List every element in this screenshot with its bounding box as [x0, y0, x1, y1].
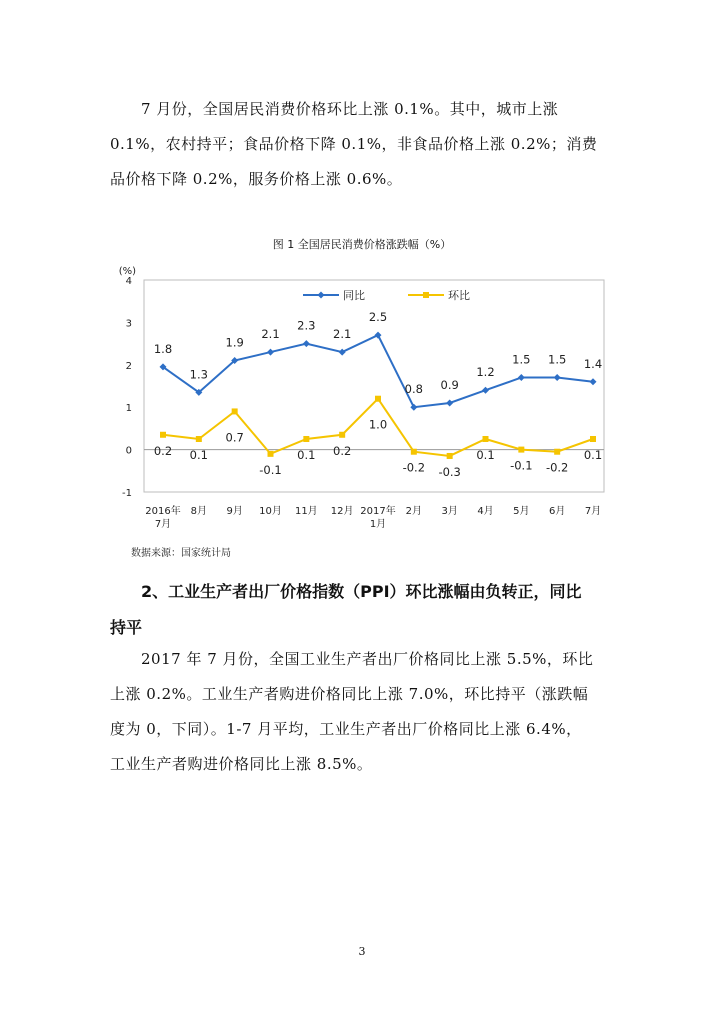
data-label: -0.2 [402, 460, 426, 475]
x-tick-label: 9月 [226, 506, 243, 517]
data-label: 0.1 [297, 448, 316, 462]
data-point-mom [303, 436, 309, 442]
data-label: 0.1 [189, 448, 208, 462]
legend-label: 同比 [343, 289, 365, 302]
paragraph-line: 品价格下降 0.2%，服务价格上涨 0.6%。 [110, 170, 403, 188]
y-axis-unit: (%) [118, 266, 136, 277]
legend-label: 环比 [448, 289, 470, 302]
y-tick-label: -1 [122, 488, 132, 499]
x-tick-label: 3月 [441, 506, 458, 517]
data-label: 1.5 [548, 352, 567, 367]
data-label: 0.8 [404, 382, 423, 397]
data-label: -0.2 [545, 460, 569, 475]
cpi-line-chart [108, 258, 608, 536]
data-point-mom [447, 453, 453, 459]
x-tick-label: 5月 [513, 506, 530, 517]
x-tick-label: 8月 [190, 506, 208, 517]
paragraph-ppi [110, 642, 615, 782]
data-label: 0.1 [476, 448, 495, 462]
data-label: -0.3 [438, 464, 461, 479]
heading-line: 2、工业生产者出厂价格指数（PPI）环比涨幅由负转正，同比 [141, 582, 582, 601]
data-point-mom [375, 396, 381, 402]
data-label: 1.3 [189, 367, 208, 382]
y-tick-label: 4 [125, 276, 132, 287]
x-tick-label: 10月 [259, 506, 282, 517]
data-point-mom [268, 451, 274, 457]
data-label: 1.8 [153, 341, 173, 356]
paragraph-cpi [110, 92, 615, 197]
data-label: 0.2 [153, 443, 173, 458]
data-point-mom [411, 449, 417, 455]
data-label: 1.0 [368, 417, 388, 432]
paragraph-line: 7 月份，全国居民消费价格环比上涨 0.1%。其中，城市上涨 [141, 100, 559, 118]
heading-line: 持平 [110, 618, 143, 637]
data-point-mom [160, 432, 166, 438]
y-tick-label: 3 [125, 318, 132, 330]
x-tick-label: 7月 [584, 506, 602, 517]
data-label: 0.9 [440, 377, 459, 392]
legend-marker [423, 292, 429, 298]
data-label: 2.1 [333, 327, 352, 342]
x-tick-label: 4月 [477, 506, 494, 517]
data-label: 1.5 [512, 352, 531, 367]
data-label: -0.1 [510, 458, 533, 473]
data-label: 1.2 [476, 365, 495, 380]
y-tick-label: 0 [125, 445, 132, 457]
paragraph-line: 工业生产者购进价格同比上涨 8.5%。 [110, 755, 373, 773]
paragraph-line: 2017 年 7 月份，全国工业生产者出厂价格同比上涨 5.5%，环比 [141, 650, 594, 668]
data-point-mom [339, 432, 345, 438]
section-heading [110, 574, 615, 646]
data-point-mom [590, 436, 596, 442]
data-label: 2.5 [368, 310, 388, 325]
data-point-mom [232, 408, 238, 414]
data-label: 2.3 [297, 318, 316, 333]
data-point-mom [483, 436, 489, 442]
data-source: 数据来源：国家统计局 [131, 548, 231, 559]
data-label: 0.2 [333, 443, 352, 458]
x-tick-label: 2016年 [145, 506, 181, 517]
x-tick-label: 12月 [330, 506, 354, 517]
data-label: 2.1 [261, 327, 280, 342]
data-point-mom [196, 436, 202, 442]
y-tick-label: 2 [125, 360, 132, 372]
paragraph-line: 度为 0，下同）。1-7 月平均，工业生产者出厂价格同比上涨 6.4%， [110, 720, 582, 738]
figure-caption: 图 1 全国居民消费价格涨跌幅（%） [272, 238, 452, 251]
data-point-mom [554, 449, 560, 455]
x-tick-label: 6月 [548, 506, 566, 517]
data-label: 0.7 [225, 430, 244, 445]
paragraph-line: 0.1%，农村持平；食品价格下降 0.1%，非食品价格上涨 0.2%；消费 [110, 135, 598, 153]
x-tick-label: 2月 [405, 506, 423, 517]
x-tick-label: 1月 [369, 519, 387, 530]
data-label: 1.4 [583, 356, 603, 371]
y-tick-label: 1 [125, 403, 132, 415]
data-label: -0.1 [259, 462, 282, 477]
paragraph-line: 上涨 0.2%。工业生产者购进价格同比上涨 7.0%，环比持平（涨跌幅 [110, 685, 589, 703]
x-tick-label: 2017年 [360, 506, 396, 517]
data-label: 1.9 [225, 335, 244, 350]
page-number: 3 [358, 945, 366, 958]
x-tick-label: 11月 [294, 506, 318, 517]
data-label: 0.1 [583, 448, 603, 462]
data-point-mom [518, 447, 524, 453]
x-tick-label: 7月 [154, 519, 172, 530]
